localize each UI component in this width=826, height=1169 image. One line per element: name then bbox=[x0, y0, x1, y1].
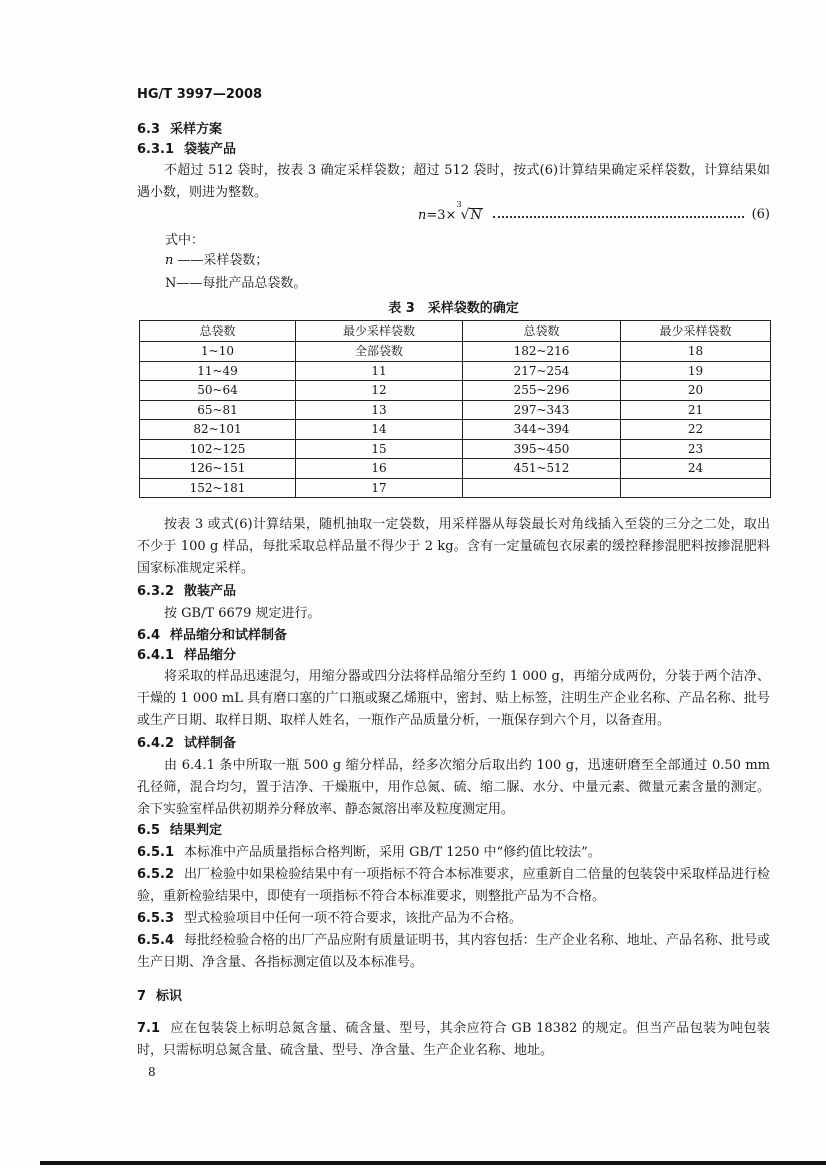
heading-number: 6.3.2 bbox=[137, 584, 175, 599]
table-row bbox=[140, 381, 771, 401]
where-item-n bbox=[165, 250, 770, 272]
column-header: 最少采样袋数 bbox=[296, 321, 463, 342]
table-cell: 65~81 bbox=[140, 400, 296, 420]
page-number: 8 bbox=[148, 1065, 156, 1079]
table-cell bbox=[463, 478, 621, 498]
where-description: ——采样袋数； bbox=[177, 253, 269, 268]
heading-6-4-1 bbox=[137, 645, 770, 667]
where-symbol: n bbox=[165, 253, 174, 268]
heading-6-3-1 bbox=[137, 139, 770, 161]
dot-leader bbox=[493, 216, 744, 218]
table-row bbox=[140, 361, 771, 381]
paragraph-6-4-1: 将采取的样品迅速混匀，用缩分器或四分法将样品缩分至约 1 000 g，再缩分成两份，分装于两个洁净、干燥的 1 000 mL 具有磨口塞的广口瓶或聚乙烯瓶中，密封、贴上标签，注明生产企业名称、产品名称、批号或生产日期、取样日期、取样人姓名，一瓶作产品质量分析，一瓶保存到六个月，以备查用。 bbox=[137, 669, 770, 728]
heading-number: 7 bbox=[137, 989, 147, 1004]
table-cell: 14 bbox=[296, 420, 463, 440]
clause-6-5-1 bbox=[137, 842, 770, 864]
heading-title: 样品缩分 bbox=[184, 648, 237, 663]
column-header: 总袋数 bbox=[140, 321, 296, 342]
table-cell: 152~181 bbox=[140, 478, 296, 498]
table-3-caption: 表 3 采样袋数的确定 bbox=[388, 301, 519, 316]
table-cell: 182~216 bbox=[463, 342, 621, 362]
table-cell: 344~394 bbox=[463, 420, 621, 440]
table-cell: 20 bbox=[621, 381, 771, 401]
heading-number: 6.4 bbox=[137, 628, 161, 643]
table-cell: 126~151 bbox=[140, 459, 296, 479]
heading-title: 散装产品 bbox=[184, 584, 237, 599]
radicand: N bbox=[470, 207, 482, 223]
column-header: 最少采样袋数 bbox=[621, 321, 771, 342]
table-cell: 297~343 bbox=[463, 400, 621, 420]
clause-text: 应在包装袋上标明总氮含量、硫含量、型号，其余应符合 GB 18382 的规定。但当产品包装为吨包装时，只需标明总氮含量、硫含量、型号、净含量、生产企业名称、地址。 bbox=[137, 1021, 770, 1058]
table-cell: 82~101 bbox=[140, 420, 296, 440]
table-row bbox=[140, 420, 771, 440]
table-3 bbox=[139, 320, 771, 498]
standard-number-header: HG/T 3997—2008 bbox=[137, 87, 263, 102]
table-cell: 19 bbox=[621, 361, 771, 381]
heading-6-3 bbox=[137, 119, 770, 141]
table-cell: 17 bbox=[296, 478, 463, 498]
bottom-rule bbox=[40, 1161, 826, 1165]
where-label: 式中： bbox=[165, 233, 205, 248]
table-cell: 1~10 bbox=[140, 342, 296, 362]
table-cell: 50~64 bbox=[140, 381, 296, 401]
formula-6 bbox=[137, 199, 770, 226]
heading-title: 采样方案 bbox=[170, 122, 223, 137]
table-row bbox=[140, 400, 771, 420]
clause-number: 7.1 bbox=[137, 1021, 161, 1036]
table-cell: 24 bbox=[621, 459, 771, 479]
clause-text: 本标准中产品质量指标合格判断，采用 GB/T 1250 中“修约值比较法”。 bbox=[184, 845, 601, 860]
formula-expression bbox=[418, 199, 483, 227]
table-cell: 102~125 bbox=[140, 439, 296, 459]
table-cell bbox=[621, 478, 771, 498]
page-content bbox=[137, 84, 770, 1062]
where-symbol: N bbox=[165, 276, 177, 291]
clause-number: 6.5.4 bbox=[137, 933, 175, 948]
clause-number: 6.5.3 bbox=[137, 911, 175, 926]
table-cell: 255~296 bbox=[463, 381, 621, 401]
table-cell: 18 bbox=[621, 342, 771, 362]
heading-title: 标识 bbox=[156, 989, 183, 1004]
clause-number: 6.5.2 bbox=[137, 867, 175, 882]
heading-number: 6.3 bbox=[137, 122, 161, 137]
root-index: 3 bbox=[456, 199, 462, 209]
clause-6-5-3 bbox=[137, 908, 770, 930]
table-row bbox=[140, 459, 771, 479]
where-description: ——每批产品总袋数。 bbox=[176, 276, 307, 291]
heading-title: 样品缩分和试样制备 bbox=[170, 628, 288, 643]
clause-7-1 bbox=[137, 1018, 770, 1062]
table-cell: 451~512 bbox=[463, 459, 621, 479]
paragraph-6-4-2: 由 6.4.1 条中所取一瓶 500 g 缩分样品，经多次缩分后取出约 100 g，迅速研磨至全部通过 0.50 mm 孔径筛，混合均匀，置于洁净、干燥瓶中，用作总氮、硫、缩二脲、水分、中量元素、微量元素含量的测定。余下实验室样品供初期养分释放率、静态氮溶出率及粒度测定用。 bbox=[137, 758, 770, 817]
radical-sign: √ bbox=[460, 206, 470, 223]
paragraph-after-table: 按表 3 或式(6)计算结果，随机抽取一定袋数，用采样器从每袋最长对角线插入至袋的三分之二处，取出不少于 100 g 样品，每批采取总样品量不得少于 2 kg。含有一定量硫包衣尿素的缓控释掺混肥料按掺混肥料国家标准规定采样。 bbox=[137, 517, 770, 576]
heading-number: 6.4.2 bbox=[137, 736, 175, 751]
equation-number: (6) bbox=[751, 207, 770, 222]
clause-number: 6.5.1 bbox=[137, 845, 175, 860]
table-cell: 11 bbox=[296, 361, 463, 381]
table-cell: 13 bbox=[296, 400, 463, 420]
column-header: 总袋数 bbox=[463, 321, 621, 342]
table-cell: 395~450 bbox=[463, 439, 621, 459]
clause-6-5-4 bbox=[137, 930, 770, 974]
table-cell: 23 bbox=[621, 439, 771, 459]
heading-title: 袋装产品 bbox=[184, 142, 237, 157]
heading-number: 6.5 bbox=[137, 823, 161, 838]
formula-variable: n bbox=[418, 207, 427, 223]
table-cell: 全部袋数 bbox=[296, 342, 463, 362]
table-header-row bbox=[140, 321, 771, 342]
paragraph-6-3-1: 不超过 512 袋时，按表 3 确定采样袋数；超过 512 袋时，按式(6)计算结果确定采样袋数，计算结果如遇小数，则进为整数。 bbox=[137, 163, 770, 200]
table-cell: 217~254 bbox=[463, 361, 621, 381]
table-row bbox=[140, 439, 771, 459]
where-item-N bbox=[165, 273, 770, 295]
clause-text: 型式检验项目中任何一项不符合要求，该批产品为不合格。 bbox=[184, 911, 523, 926]
heading-6-4 bbox=[137, 625, 770, 647]
table-cell: 16 bbox=[296, 459, 463, 479]
heading-6-3-2 bbox=[137, 581, 770, 603]
heading-7 bbox=[137, 986, 770, 1008]
table-row bbox=[140, 342, 771, 362]
table-cell: 15 bbox=[296, 439, 463, 459]
paragraph-6-3-2: 按 GB/T 6679 规定进行。 bbox=[164, 606, 321, 621]
table-cell: 22 bbox=[621, 420, 771, 440]
table-cell: 21 bbox=[621, 400, 771, 420]
heading-6-5 bbox=[137, 820, 770, 842]
formula-operator: =3× bbox=[426, 207, 457, 223]
heading-number: 6.4.1 bbox=[137, 648, 175, 663]
heading-number: 6.3.1 bbox=[137, 142, 175, 157]
table-cell: 12 bbox=[296, 381, 463, 401]
heading-title: 结果判定 bbox=[170, 823, 223, 838]
clause-text: 每批经检验合格的出厂产品应附有质量证明书，其内容包括：生产企业名称、地址、产品名称、批号或生产日期、净含量、各指标测定值以及本标准号。 bbox=[137, 933, 770, 970]
table-row bbox=[140, 478, 771, 498]
table-cell: 11~49 bbox=[140, 361, 296, 381]
heading-title: 试样制备 bbox=[184, 736, 237, 751]
cube-root bbox=[456, 199, 482, 227]
clause-text: 出厂检验中如果检验结果中有一项指标不符合本标准要求，应重新自二倍量的包装袋中采取样品进行检验，重新检验结果中，即使有一项指标不符合本标准要求，则整批产品为不合格。 bbox=[137, 867, 770, 904]
heading-6-4-2 bbox=[137, 733, 770, 755]
clause-6-5-2 bbox=[137, 864, 770, 908]
